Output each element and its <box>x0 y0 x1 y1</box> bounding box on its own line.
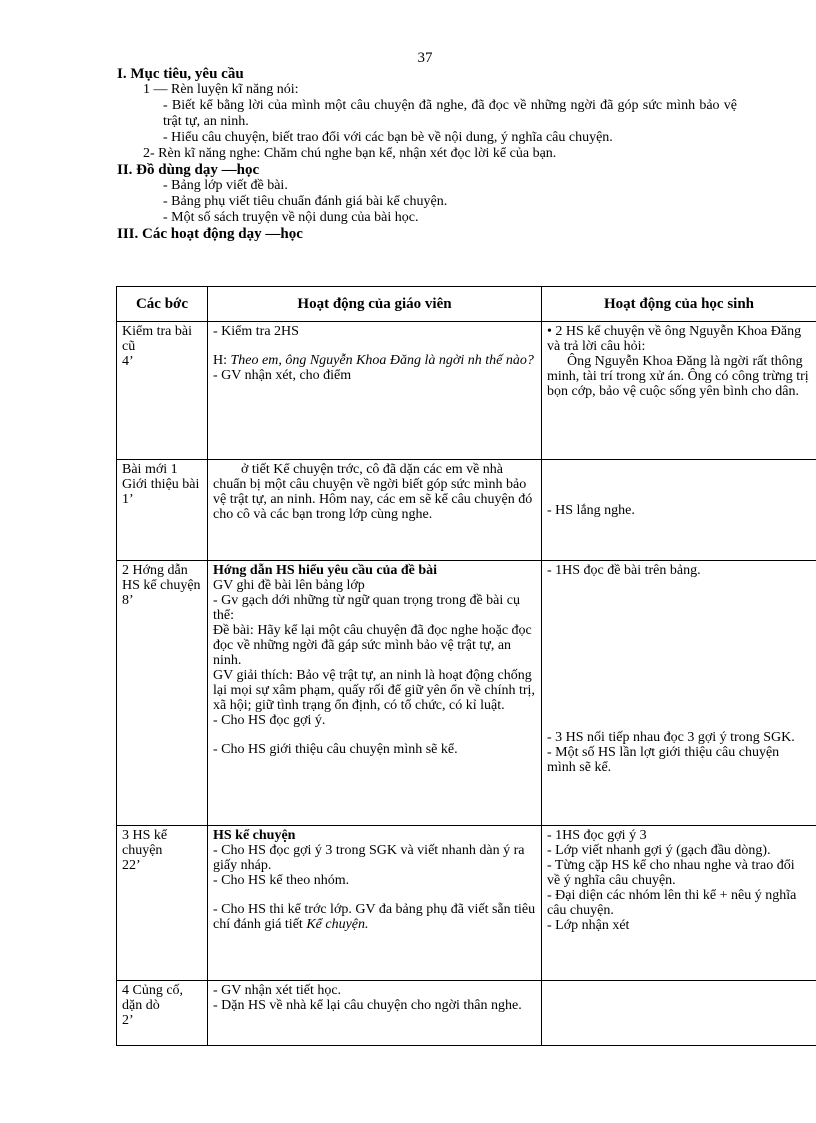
teacher-text: - GV nhận xét tiết học. <box>213 983 342 998</box>
teacher-text: GV giải thích: Bảo vệ trật tự, an ninh là hoạt động chống lại mọi sự xâm phạm, quấy rối để giữ yên ổn về chính trị, xã hội; giữ tình trạng ổn định, có tổ chức, có kỉ luật. <box>213 668 535 713</box>
step-time: 8’ <box>122 593 134 608</box>
student-text: - Lớp nhận xét <box>547 918 630 933</box>
section-title-objectives: I. Mục tiêu, yêu cầu <box>117 66 244 82</box>
teacher-text: - Cho HS kể theo nhóm. <box>213 873 350 888</box>
teacher-text: Đề bài: Hãy kể lại một câu chuyện đã đọc nghe hoặc đọc đọc về những ngời đã gáp sức mình bảo vệ trật tự, an ninh. <box>213 623 532 668</box>
table-row <box>117 981 816 1046</box>
activities-table <box>116 286 816 1046</box>
table-row <box>117 826 816 981</box>
student-text: - 1HS đọc đề bài trên bảng. <box>547 563 701 578</box>
student-text: - Lớp viết nhanh gợi ý (gạch đầu dòng). <box>547 843 771 858</box>
step-time: 2’ <box>122 1013 134 1028</box>
materials-line: - Một số sách truyện về nội dung của bài học. <box>163 210 419 225</box>
teacher-text: - Kiểm tra 2HS <box>213 324 299 339</box>
student-cell <box>542 561 816 826</box>
student-cell <box>542 826 816 981</box>
objective-line: - Biết kể bằng lời của mình một câu chuyện đã nghe, đã đọc về những ngời đã góp sức mình bảo vệ trật tự, an ninh. <box>163 98 737 129</box>
student-text: Ông Nguyễn Khoa Đăng là ngời rất thông minh, tài trí trong xử án. Ông có công trừng trị bọn cớp, bảo vệ cuộc sống yên bình cho dân. <box>547 354 809 399</box>
teacher-cell <box>208 561 542 826</box>
step-label: Bài mới 1 Giới thiệu bài <box>122 462 200 492</box>
step-time: 1’ <box>122 492 134 507</box>
student-text: - Một số HS lần lợt giới thiệu câu chuyện mình sẽ kể. <box>547 745 780 775</box>
student-cell <box>542 981 816 1046</box>
step-cell <box>117 322 208 460</box>
teacher-cell <box>208 981 542 1046</box>
student-cell: - HS lắng nghe. <box>542 460 816 561</box>
step-cell <box>117 561 208 826</box>
section-title-materials: II. Đồ dùng dạy —học <box>117 162 260 178</box>
student-text: - Từng cặp HS kể cho nhau nghe và trao đổi về ý nghĩa câu chuyện. <box>547 858 795 888</box>
step-time: 22’ <box>122 858 141 873</box>
teacher-heading: Hớng dẫn HS hiểu yêu cầu của đề bài <box>213 563 438 578</box>
teacher-cell: ở tiết Kể chuyện trớc, cô đã dặn các em về nhà chuẩn bị một câu chuyện về ngời biết góp sức mình bảo vệ trật tự, an ninh. Hôm nay, các em sẽ kể câu chuyện đó cho cô và các bạn trong lớp cùng nghe. <box>208 460 542 561</box>
teacher-heading: HS kể chuyện <box>213 828 296 843</box>
table-row <box>117 561 816 826</box>
step-label: Kiểm tra bài cũ <box>122 324 192 354</box>
lesson-intro <box>117 66 737 242</box>
teacher-text: - GV nhận xét, cho điểm <box>213 368 352 383</box>
teacher-cell <box>208 826 542 981</box>
step-cell <box>117 981 208 1046</box>
page-number: 37 <box>417 50 433 66</box>
table-row <box>117 322 816 460</box>
teacher-question: H: Theo em, ông Nguyễn Khoa Đăng là ngời nh thế nào? <box>213 353 534 368</box>
objective-line: 2- Rèn kĩ năng nghe: Chăm chú nghe bạn kể, nhận xét đọc lời kể của bạn. <box>143 146 557 161</box>
step-time: 4’ <box>122 354 134 369</box>
header-student: Hoạt động của học sinh <box>542 287 816 322</box>
step-cell <box>117 826 208 981</box>
teacher-text: - Cho HS đọc gợi ý. <box>213 713 326 728</box>
step-label: 2 Hớng dẫn HS kể chuyện <box>122 563 201 593</box>
student-text: - Đại diện các nhóm lên thi kể + nêu ý nghĩa câu chuyện. <box>547 888 797 918</box>
student-text: - 3 HS nối tiếp nhau đọc 3 gợi ý trong SGK. <box>547 730 795 745</box>
student-cell <box>542 322 816 460</box>
header-steps: Các bớc <box>117 287 208 322</box>
teacher-text: - Dặn HS về nhà kể lại câu chuyện cho ngời thân nghe. <box>213 998 522 1013</box>
student-text: - 1HS đọc gợi ý 3 <box>547 828 647 843</box>
materials-line: - Bảng phụ viết tiêu chuẩn đánh giá bài kể chuyện. <box>163 194 448 209</box>
teacher-text: - Cho HS đọc gợi ý 3 trong SGK và viết nhanh dàn ý ra giấy nháp. <box>213 843 525 873</box>
step-label: 3 HS kể chuyện <box>122 828 168 858</box>
table-header-row <box>117 287 816 322</box>
section-title-activities: III. Các hoạt động dạy —học <box>117 226 303 242</box>
objective-line: 1 — Rèn luyện kĩ năng nói: <box>143 82 299 97</box>
teacher-cell <box>208 322 542 460</box>
objective-line: - Hiểu câu chuyện, biết trao đổi với các bạn bè về nội dung, ý nghĩa câu chuyện. <box>163 130 613 145</box>
step-cell <box>117 460 208 561</box>
materials-line: - Bảng lớp viết đề bài. <box>163 178 288 193</box>
table-row <box>117 460 816 561</box>
step-label: 4 Củng cố, dặn dò <box>122 983 184 1013</box>
teacher-text: - Gv gạch dới những từ ngữ quan trọng trong đề bài cụ thể: <box>213 593 520 623</box>
header-teacher: Hoạt động của giáo viên <box>208 287 542 322</box>
student-text: • 2 HS kể chuyện về ông Nguyễn Khoa Đăng và trả lời câu hỏi: <box>547 324 802 354</box>
teacher-text: - Cho HS thi kể trớc lớp. GV đa bảng phụ đã viết sẵn tiêu chí đánh giá tiết Kể chuyện. <box>213 902 536 932</box>
teacher-text: - Cho HS giới thiệu câu chuyện mình sẽ kể. <box>213 742 458 757</box>
teacher-text: GV ghi đề bài lên bảng lớp <box>213 578 365 593</box>
